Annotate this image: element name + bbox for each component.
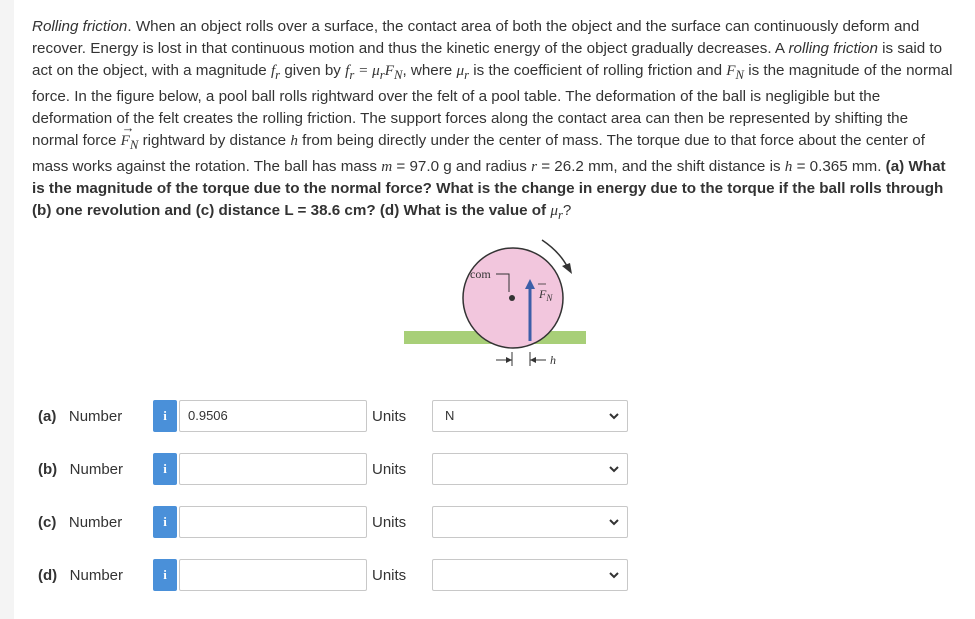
units-select-a[interactable]: N <box>432 400 628 432</box>
h-label: h <box>550 353 556 367</box>
chevron-down-icon <box>607 462 621 476</box>
info-icon[interactable]: i <box>153 559 177 591</box>
rotation-arrow-head <box>562 263 572 274</box>
info-icon[interactable]: i <box>153 400 177 432</box>
units-select-c[interactable] <box>432 506 628 538</box>
normal-force-label: $F_N$ <box>539 287 553 303</box>
number-input-a[interactable] <box>179 400 367 432</box>
number-input-b[interactable] <box>179 453 367 485</box>
info-icon[interactable]: i <box>153 506 177 538</box>
problem-text: Rolling friction. When an object rolls over a surface, the contact area of both the object and the surface can continuously deform and recover. Energy is lost in that continuous motion and thus the kinetic energy of the object gradually decreases. A rolling friction is said to act on the object, with a magnitude $f_r$ given by $f_r = \mu_rF_N$, where $\mu_r$ is the coefficient of rolling friction and $F_N$ is the magnitude of the normal force. In the figure below, a pool ball rolls rightward over the felt of a pool table. The deformation of the ball is negligible but the deformation of the felt creates the rolling friction. The support forces along the contact area can then be represented by shifting the normal force → $F_N$ rightward by distance h from being directly under the center of mass. The torque due to that force about the center of mass works against the rotation. The ball has mass m = 97.0 g and radius r = 26.2 mm, and the shift distance is h = 0.365 mm. (a) What is the magnitude of the torque due to the normal force? What is the change in energy due to the torque if the ball rolls through (b) one revolution and (c) distance L = 38.6 cm? (d) What is the value of $\mu_r$? <box>32 16 958 226</box>
number-input-d[interactable] <box>179 559 367 591</box>
number-input-c[interactable] <box>179 506 367 538</box>
pool-ball-figure <box>402 234 602 384</box>
problem-title: Rolling friction <box>32 18 128 35</box>
center-of-mass-dot <box>509 295 515 301</box>
chevron-down-icon <box>607 568 621 582</box>
question-card <box>14 0 975 619</box>
units-select-d[interactable] <box>432 559 628 591</box>
com-label: com <box>470 267 491 281</box>
units-select-b[interactable] <box>432 453 628 485</box>
answer-row-a: (a) Number i 0.9506 Units N <box>14 400 975 434</box>
chevron-down-icon <box>607 409 621 423</box>
answer-row-d: (d) Number i Units <box>14 559 975 593</box>
answer-row-c: (c) Number i Units <box>14 506 975 540</box>
chevron-down-icon <box>607 515 621 529</box>
answer-row-b: (b) Number i Units <box>14 453 975 487</box>
info-icon[interactable]: i <box>153 453 177 485</box>
